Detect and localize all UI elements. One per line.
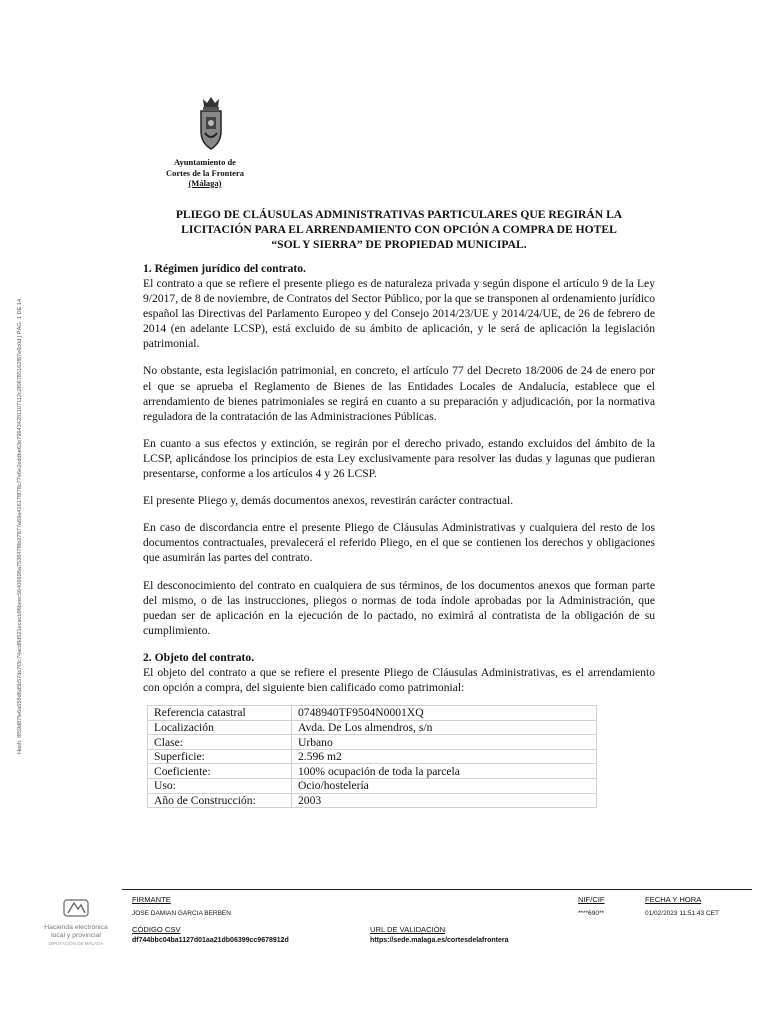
table-cell-value: Urbano — [292, 735, 597, 750]
coat-of-arms-icon — [193, 95, 229, 151]
table-cell-label: Año de Construcción: — [148, 793, 292, 808]
title-line-1: PLIEGO DE CLÁUSULAS ADMINISTRATIVAS PARTICULARES QUE REGIRÁN LA — [175, 208, 623, 221]
footer-logo — [36, 899, 116, 947]
nif-label: NIF/CIF — [578, 895, 605, 904]
section-1-paragraph-5: En caso de discordancia entre el presente Pliego de Cláusulas Administrativas y cualquiera del resto de los documentos contractuales, prevalecerá el referido Pliego, en el que se contienen los derechos y obligaciones que asumirán las partes del contrato. — [143, 521, 655, 565]
section-1-paragraph-6: El desconocimiento del contrato en cualquiera de sus términos, de los documentos anexos que forman parte del mismo, o de las instrucciones, pliegos o normas de toda índole aprobadas por la Administración, que puedan ser de aplicación en la ejecución de lo pactado, no eximirá al contratista de la obligación de su cumplimiento. — [143, 578, 655, 637]
table-cell-value: 0748940TF9504N0001XQ — [292, 706, 597, 721]
org-line-2: Cortes de la Frontera — [166, 167, 244, 178]
logo-line-3: DIPUTACIÓN DE MÁLAGA — [48, 941, 104, 946]
nif-value: ****690** — [578, 910, 605, 917]
section-2-heading: 2. Objeto del contrato. — [143, 650, 255, 664]
org-line-3: (Málaga) — [188, 178, 222, 188]
section-1-paragraph-1: El contrato a que se refiere el presente pliego es de naturaleza privada y según dispone el artículo 9 de la Ley 9/2017, de 8 de noviembre, de Contratos del Sector Público, por la que se transponen al ordenamiento jurídico español las Directivas del Parlamento Europeo y del Consejo 2014/23/UE y 2014/24/UE, de 26 de febrero de 2014 (en adelante LCSP), está excluido de su ámbito de aplicación, y le será de aplicación la legislación patrimonial. — [143, 277, 655, 351]
table-row — [148, 735, 597, 750]
document-body — [143, 261, 655, 808]
fecha-value: 01/02/2023 11:51:43 CET — [645, 910, 719, 917]
table-row — [148, 706, 597, 721]
table-cell-label: Clase: — [148, 735, 292, 750]
table-row — [148, 749, 597, 764]
title-line-2: LICITACIÓN PARA EL ARRENDAMIENTO CON OPCIÓN A COMPRA DE HOTEL — [181, 223, 617, 236]
table-row — [148, 764, 597, 779]
table-cell-value: Ocio/hostelería — [292, 779, 597, 794]
organization-name — [140, 157, 270, 189]
firmante-label: FIRMANTE — [132, 895, 171, 904]
table-cell-value: 2003 — [292, 793, 597, 808]
table-cell-label: Referencia catastral — [148, 706, 292, 721]
section-2-paragraph-1: El objeto del contrato a que se refiere el presente Pliego de Cláusulas Administrativas, es el arrendamiento con opción a compra, del siguiente bien calificado como patrimonial: — [143, 665, 655, 694]
side-hash-stamp: Hash: 8f59d87fe6a558d6d5b57dc7f3c74acd8d521ecacb96beec56406698a753847f8b27877a69a416178f78c77e6e2eddbe63e796434281107112c2f06785162f87e6c0d | PÁG. 1 DE 14 — [17, 298, 23, 754]
section-1-paragraph-2: No obstante, esta legislación patrimonial, en concreto, el artículo 77 del Decreto 18/2006 de 24 de enero por el que se aprueba el Reglamento de Bienes de las Entidades Locales de Andalucía, establece que el arrendamiento de bienes patrimoniales se regirá en cuanto a su preparación y adjudicación, por la normativa reguladora de la contratación de las Administraciones Públicas. — [143, 364, 655, 423]
validation-url-link[interactable]: https://sede.malaga.es/cortesdelafrontera — [370, 937, 509, 944]
table-cell-value: Avda. De Los almendros, s/n — [292, 720, 597, 735]
table-cell-value: 2.596 m2 — [292, 749, 597, 764]
table-row — [148, 793, 597, 808]
property-table — [147, 705, 597, 808]
section-1-paragraph-3: En cuanto a sus efectos y extinción, se regirán por el derecho privado, estando excluidos del ámbito de la LCSP, aplicándose los principios de esta Ley exclusivamente para resolver las dudas y lagunas que pudieran presentarse, conforme a los artículos 4 y 26 LCSP. — [143, 436, 655, 481]
document-title — [143, 207, 655, 252]
table-cell-label: Superficie: — [148, 749, 292, 764]
url-label: URL DE VALIDACIÓN — [370, 925, 446, 934]
table-row — [148, 720, 597, 735]
table-row — [148, 779, 597, 794]
logo-line-1: Hacienda electrónica — [44, 924, 108, 931]
csv-value: df744bbc04ba1127d01aa21db06399cc9678912d — [132, 937, 289, 944]
table-cell-label: Coeficiente: — [148, 764, 292, 779]
footer-divider — [122, 889, 752, 890]
fecha-label: FECHA Y HORA — [645, 895, 702, 904]
title-line-3: “SOL Y SIERRA” DE PROPIEDAD MUNICIPAL. — [271, 238, 527, 251]
table-cell-value: 100% ocupación de toda la parcela — [292, 764, 597, 779]
table-cell-label: Uso: — [148, 779, 292, 794]
logo-line-2: local y provincial — [51, 932, 101, 939]
csv-label: CÓDIGO CSV — [132, 925, 181, 934]
section-1-paragraph-4: El presente Pliego y, demás documentos anexos, revestirán carácter contractual. — [143, 494, 514, 508]
hacienda-logo-icon — [63, 899, 89, 917]
firmante-value: JOSE DAMIAN GARCIA BERBEN — [132, 910, 231, 917]
org-line-1: Ayuntamiento de — [174, 157, 236, 167]
table-cell-label: Localización — [148, 720, 292, 735]
section-1-heading: 1. Régimen jurídico del contrato. — [143, 262, 306, 275]
